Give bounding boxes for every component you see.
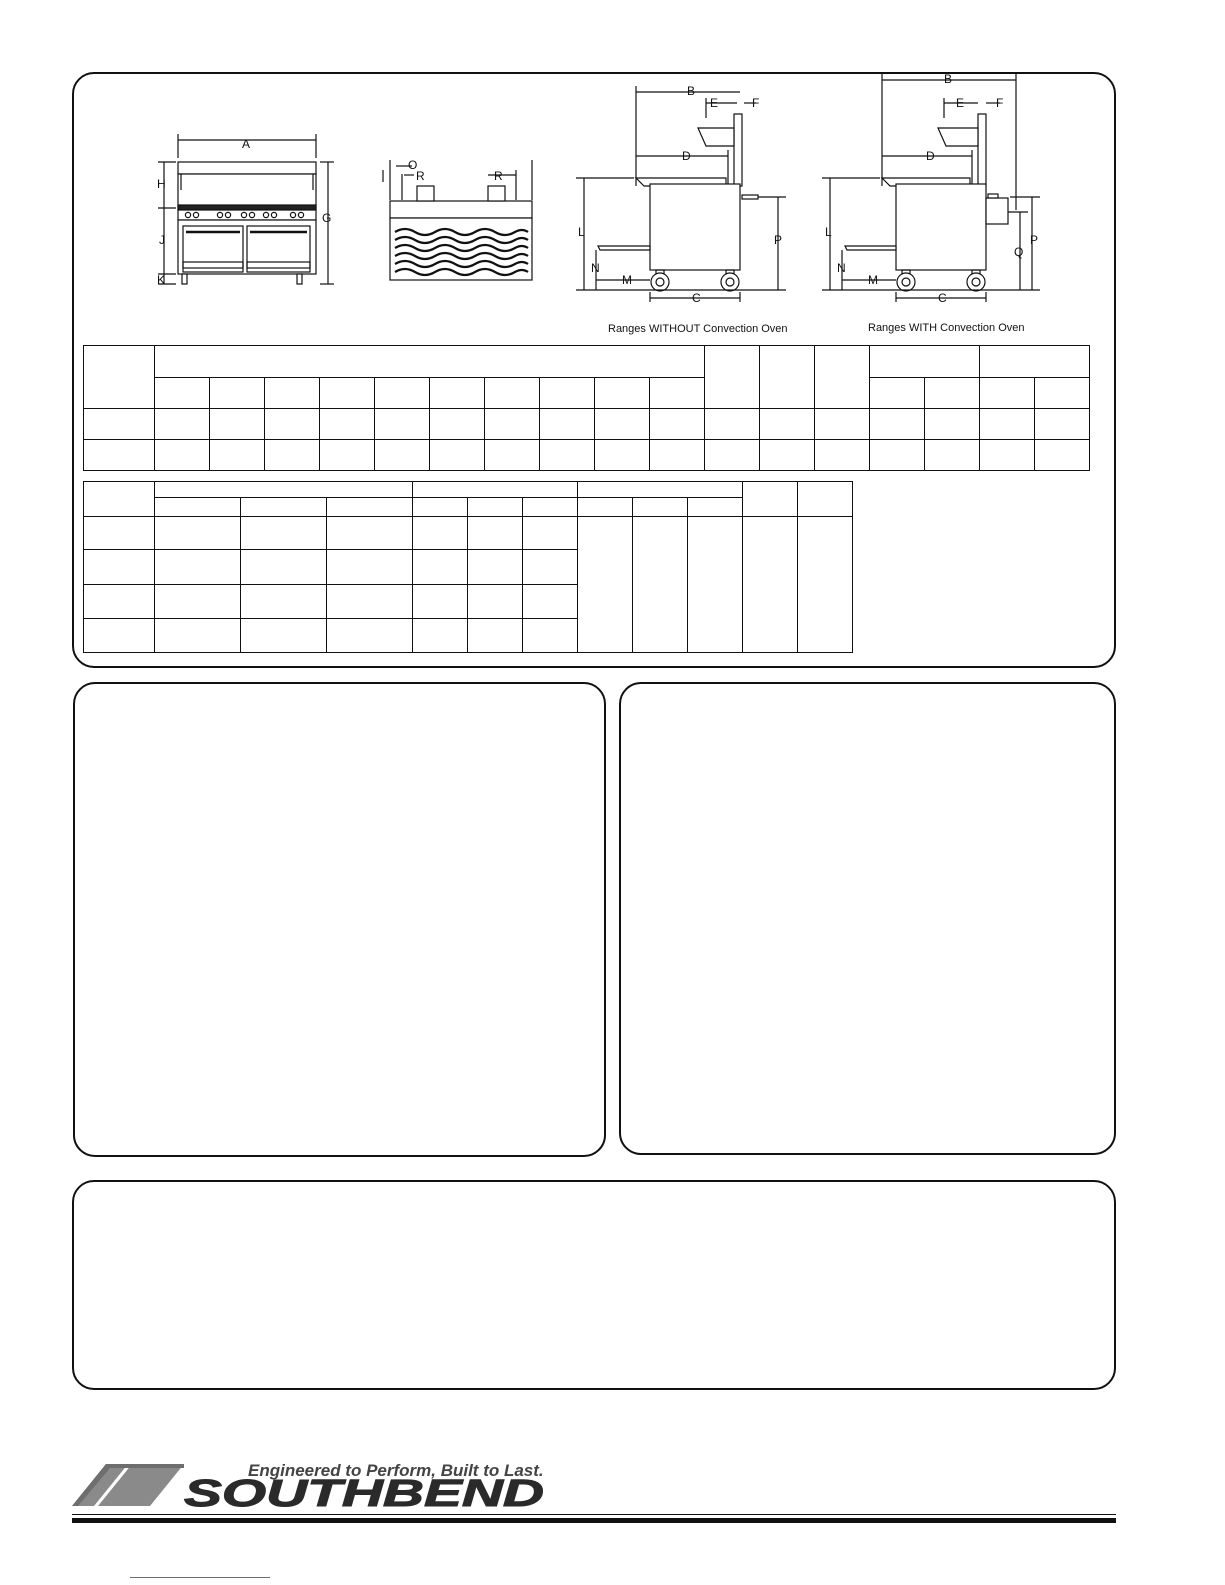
- table-cell: [413, 482, 578, 498]
- dim-label-m: M: [622, 273, 632, 287]
- table-cell: [430, 377, 485, 409]
- table-cell: [84, 346, 155, 409]
- dim-label-n-with: N: [837, 261, 846, 275]
- dim-label-m-with: M: [868, 273, 878, 287]
- dim-label-e: E: [710, 96, 719, 110]
- front-view-drawing: [158, 134, 334, 284]
- caption-without-convection: Ranges WITHOUT Convection Oven: [608, 323, 788, 335]
- bottom-content-panel: [72, 1180, 1116, 1390]
- table-cell: [155, 377, 210, 409]
- table-cell: [84, 482, 155, 517]
- caption-with-convection: Ranges WITH Convection Oven: [868, 322, 1025, 334]
- footer-divider-thin: [72, 1514, 1116, 1515]
- table-cell: [980, 346, 1090, 378]
- logo-tagline: Engineered to Perform, Built to Last.: [248, 1461, 544, 1480]
- table-cell: [980, 377, 1035, 409]
- table-row: [84, 409, 1090, 440]
- dim-label-l: L: [578, 225, 585, 239]
- table-cell: [870, 346, 980, 378]
- table-row: [84, 517, 853, 550]
- table-cell: [595, 377, 650, 409]
- table-cell: [485, 377, 540, 409]
- dim-label-n: N: [591, 261, 600, 275]
- table-cell: [375, 377, 430, 409]
- rear-view-drawing: [383, 160, 532, 280]
- table-cell: [743, 482, 798, 517]
- footer-divider: [72, 1518, 1116, 1523]
- table-cell: [540, 377, 595, 409]
- specifications-table: [83, 481, 853, 653]
- dim-label-c: C: [692, 291, 701, 305]
- table-row: [84, 440, 1090, 471]
- dim-label-a: A: [242, 137, 251, 151]
- dim-label-j: J: [159, 233, 165, 247]
- side-view-with-drawing: [822, 74, 1040, 302]
- right-content-panel: [619, 682, 1116, 1155]
- table-cell: [1035, 377, 1090, 409]
- southbend-logo: [72, 1458, 562, 1513]
- table-cell: [265, 377, 320, 409]
- dim-label-e-with: E: [956, 96, 965, 110]
- table-cell: [320, 377, 375, 409]
- logo-wordmark: SOUTHBEND: [184, 1473, 544, 1513]
- table-cell: [578, 482, 743, 498]
- dim-label-f-with: F: [996, 96, 1004, 110]
- dim-label-d: D: [682, 149, 691, 163]
- dim-label-h: H: [157, 177, 166, 191]
- table-cell: [798, 482, 853, 517]
- dim-label-b: B: [687, 84, 696, 98]
- dim-label-r-right: R: [494, 169, 503, 183]
- table-cell: [870, 377, 925, 409]
- side-view-without-drawing: [576, 86, 786, 302]
- table-cell: [705, 346, 760, 409]
- table-cell: [210, 377, 265, 409]
- table-cell: [760, 346, 815, 409]
- dim-label-g: G: [322, 211, 332, 225]
- dim-label-b-with: B: [944, 72, 953, 86]
- dim-label-k: K: [157, 273, 166, 287]
- dimensions-table: [83, 345, 1090, 471]
- dim-label-o: O: [408, 158, 418, 172]
- footer-link-underline[interactable]: [130, 1577, 270, 1578]
- dim-label-r-left: R: [416, 169, 425, 183]
- dim-label-d-with: D: [926, 149, 935, 163]
- dim-label-l-with: L: [825, 225, 832, 239]
- table-cell: [815, 346, 870, 409]
- table-cell: [925, 377, 980, 409]
- dim-label-p: P: [774, 233, 783, 247]
- dim-label-p-with: P: [1030, 233, 1039, 247]
- dim-label-f: F: [752, 96, 760, 110]
- left-content-panel: [73, 682, 606, 1157]
- table-cell: [155, 346, 705, 378]
- dim-label-c-with: C: [938, 291, 947, 305]
- dimension-drawings: [0, 0, 1225, 340]
- table-cell: [155, 482, 413, 498]
- table-cell: [650, 377, 705, 409]
- dim-label-q-with: Q: [1014, 245, 1024, 259]
